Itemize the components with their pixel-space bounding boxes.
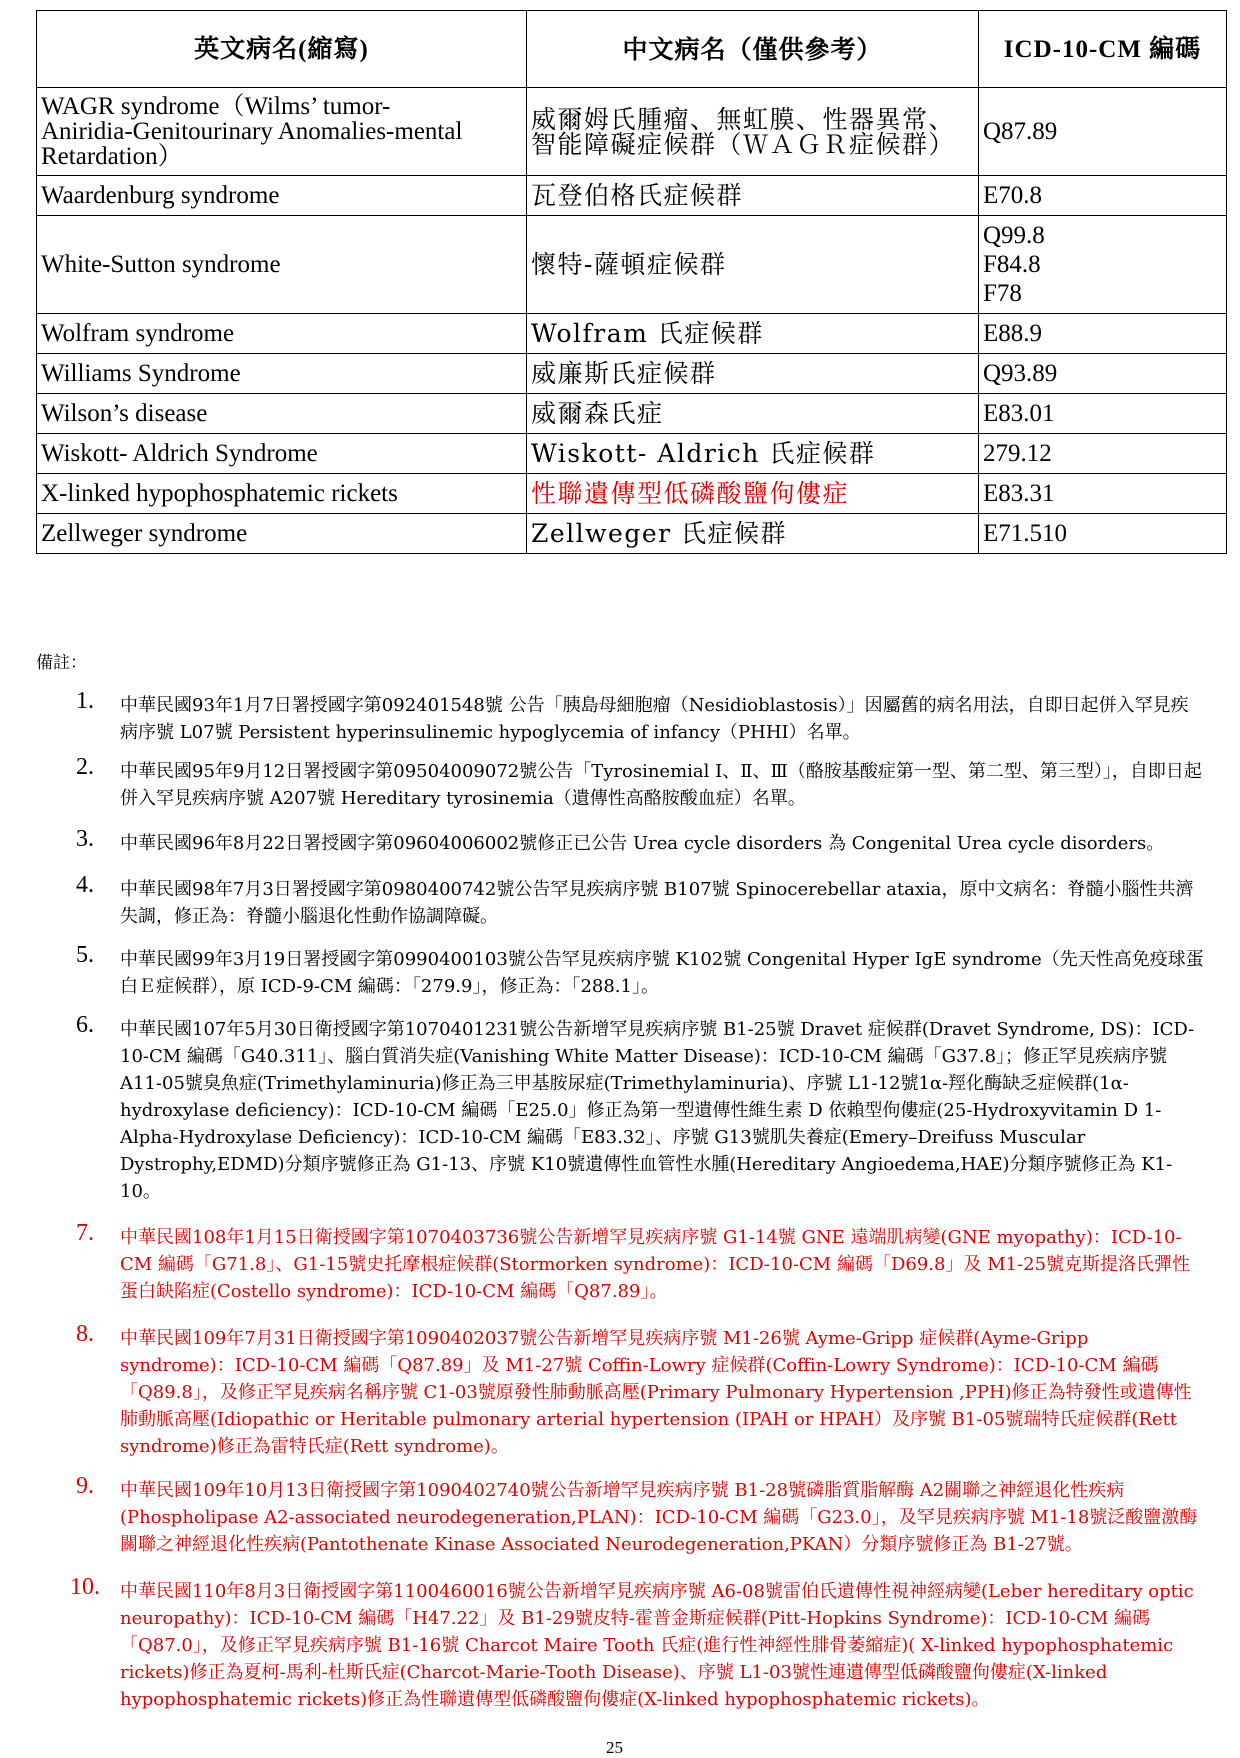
header-english-name: 英文病名(縮寫) (37, 11, 527, 88)
table-row (37, 314, 1227, 354)
chinese-name-cell (527, 216, 979, 314)
chinese-name-cell (527, 434, 979, 474)
english-name-line: Retardation） (41, 143, 183, 170)
english-name-cell (37, 176, 527, 216)
note-text: 中華民國98年7月3日署授國字第0980400742號公告罕見疾病序號 B107號 Spinocerebellar ataxia，原中文病名：脊髓小腦性共濟失調，修正為：脊髓小腦退化性動作協調障礙。 (120, 879, 1194, 927)
english-name-cell (37, 434, 527, 474)
english-name-line: WAGR syndrome（Wilms’ tumor- (41, 93, 391, 120)
chinese-name-cell (527, 394, 979, 434)
table-row (37, 216, 1227, 314)
note-text: 中華民國99年3月19日署授國字第0990400103號公告罕見疾病序號 K102號 Congenital Hyper IgE syndrome（先天性高免疫球蛋白Ｅ症候群），原 ICD-9-CM 編碼：「279.9」，修正為：「288.1」。 (120, 949, 1204, 997)
header-chinese-name: 中文病名（僅供參考） (527, 11, 979, 88)
chinese-name-line: Wiskott- Aldrich 氏症候群 (531, 439, 876, 468)
english-name-cell (37, 354, 527, 394)
english-name-line: Aniridia-Genitourinary Anomalies-mental (41, 118, 463, 145)
chinese-name-cell (527, 354, 979, 394)
icd-code: 279.12 (983, 440, 1052, 467)
icd-code-cell (979, 176, 1227, 216)
icd-code: E83.01 (983, 400, 1055, 427)
english-name-line: Zellweger syndrome (41, 520, 248, 547)
note-text: 中華民國96年8月22日署授國字第09604006002號修正已公告 Urea cycle disorders 為 Congenital Urea cycle disorders。 (120, 833, 1165, 854)
note-text: 中華民國109年7月31日衛授國字第1090402037號公告新增罕見疾病序號 M1-26號 Ayme-Gripp 症候群(Ayme-Gripp syndrome)：ICD-10-CM 編碼「Q87.89」及 M1-27號 Coffin-Lowry 症候群(Coffin-Lowry Syndrome)：ICD-10-CM 編碼「Q89.8」，及修正罕見疾病名稱序號 C1-03號原發性肺動脈高壓(Primary Pulmonary Hypertension ,PPH)修正為特發性或遺傳性肺動脈高壓(Idiopathic or Heritable pulmonary arterial hypertension (IPAH or HPAH）及序號 B1-05號瑞特氏症候群(Rett syndrome)修正為雷特氏症(Rett syndrome)。 (120, 1328, 1192, 1457)
table-row (37, 176, 1227, 216)
english-name-cell (37, 88, 527, 176)
disease-code-table (36, 10, 1227, 554)
note-text: 中華民國108年1月15日衛授國字第1070403736號公告新增罕見疾病序號 G1-14號 GNE 遠端肌病變(GNE myopathy)：ICD-10-CM 編碼「G71.8」、G1-15號史托摩根症候群(Stormorken syndrome)：ICD-10-CM 編碼「D69.8」及 M1-25號克斯提洛氏彈性蛋白缺陷症(Costello syndrome)：ICD-10-CM 編碼「Q87.89」。 (120, 1227, 1191, 1302)
table-row (37, 474, 1227, 514)
table-body (37, 88, 1227, 554)
icd-code-cell (979, 474, 1227, 514)
english-name-line: White-Sutton syndrome (41, 251, 281, 278)
icd-code-cell (979, 514, 1227, 554)
chinese-name-cell (527, 514, 979, 554)
english-name-line: X-linked hypophosphatemic rickets (41, 480, 398, 507)
english-name-cell (37, 474, 527, 514)
icd-code: Q87.89 (983, 118, 1058, 145)
table-header-row (37, 11, 1227, 88)
icd-code-cell (979, 314, 1227, 354)
chinese-name-line: Wolfram 氏症候群 (531, 319, 764, 348)
chinese-name-cell (527, 314, 979, 354)
english-name-cell (37, 314, 527, 354)
note-number: 4. (76, 872, 94, 898)
note-number: 2. (76, 754, 94, 780)
note-number: 3. (76, 826, 94, 852)
chinese-name-line: 懷特-薩頓症候群 (531, 250, 727, 279)
note-number: 9. (76, 1473, 94, 1499)
note-number: 5. (76, 942, 94, 968)
icd-code: F78 (983, 280, 1022, 307)
table-row (37, 434, 1227, 474)
chinese-name-line: 智能障礙症候群（ＷＡＧＲ症候群） (531, 129, 956, 159)
note-text: 中華民國110年8月3日衛授國字第1100460016號公告新增罕見疾病序號 A6-08號雷伯氏遺傳性視神經病變(Leber hereditary optic neuropathy)：ICD-10-CM 編碼「H47.22」及 B1-29號皮特-霍普金斯症候群(Pitt-Hopkins Syndrome)：ICD-10-CM 編碼「Q87.0」，及修正罕見疾病序號 B1-16號 Charcot Maire Tooth 氏症(進行性神經性腓骨萎縮症)( X-linked hypophosphatemic rickets)修正為夏柯-馬利-杜斯氏症(Charcot-Marie-Tooth Disease)、序號 L1-03號性連遺傳型低磷酸鹽佝僂症(X-linked hypophosphatemic rickets)修正為性聯遺傳型低磷酸鹽佝僂症(X-linked hypophosphatemic rickets)。 (120, 1581, 1194, 1710)
icd-code: E83.31 (983, 480, 1055, 507)
chinese-name-line: Zellweger 氏症候群 (531, 519, 788, 548)
icd-code-cell (979, 354, 1227, 394)
note-text: 中華民國109年10月13日衛授國字第1090402740號公告新增罕見疾病序號 B1-28號磷脂質脂解酶 A2關聯之神經退化性疾病(Phospholipase A2-associated neurodegeneration,PLAN)：ICD-10-CM 編碼「G23.0」，及罕見疾病序號 M1-18號泛酸鹽激酶關聯之神經退化性疾病(Pantothenate Kinase Associated Neurodegeneration,PKAN）分類序號修正為 B1-27號。 (120, 1480, 1198, 1555)
note-number: 7. (76, 1220, 94, 1246)
icd-code: E88.9 (983, 320, 1043, 347)
icd-code-cell (979, 394, 1227, 434)
icd-code-cell (979, 434, 1227, 474)
note-number: 1. (76, 688, 94, 714)
table-row (37, 394, 1227, 434)
icd-code: E70.8 (983, 182, 1043, 209)
english-name-line: Wiskott- Aldrich Syndrome (41, 440, 318, 467)
chinese-name-line: 威爾森氏症 (531, 399, 664, 428)
english-name-cell (37, 394, 527, 434)
icd-code: F84.8 (983, 251, 1041, 278)
icd-code-cell (979, 216, 1227, 314)
note-number: 8. (76, 1321, 94, 1347)
english-name-line: Williams Syndrome (41, 360, 241, 387)
table-row (37, 354, 1227, 394)
english-name-line: Waardenburg syndrome (41, 182, 280, 209)
note-text: 中華民國107年5月30日衛授國字第1070401231號公告新增罕見疾病序號 B1-25號 Dravet 症候群(Dravet Syndrome, DS)：ICD-10-CM 編碼「G40.311」、腦白質消失症(Vanishing White Matter Disease)：ICD-10-CM 編碼「G37.8」；修正罕見疾病序號 A11-05號臭魚症(Trimethylaminuria)修正為三甲基胺尿症(Trimethylaminuria)、序號 L1-12號1α-羥化酶缺乏症候群(1α-hydroxylase deficiency)：ICD-10-CM 編碼「E25.0」修正為第一型遺傳性維生素 D 依賴型佝僂症(25-Hydroxyvitamin D 1-Alpha-Hydroxylase Deficiency)：ICD-10-CM 編碼「E83.32」、序號 G13號肌失養症(Emery–Dreifuss Muscular Dystrophy,EDMD)分類序號修正為 G1-13、序號 K10號遺傳性血管性水腫(Hereditary Angioedema,HAE)分類序號修正為 K1-10。 (120, 1019, 1195, 1202)
chinese-name-cell (527, 176, 979, 216)
chinese-name-line: 瓦登伯格氏症候群 (531, 181, 744, 210)
table-row (37, 88, 1227, 176)
table-row (37, 514, 1227, 554)
icd-code: Q99.8 (983, 222, 1045, 249)
note-text: 中華民國95年9月12日署授國字第09504009072號公告「Tyrosinemial Ⅰ、Ⅱ、Ⅲ（酪胺基酸症第一型、第二型、第三型）」，自即日起併入罕見疾病序號 A207號 Hereditary tyrosinemia（遺傳性高酪胺酸血症）名單。 (120, 761, 1202, 809)
icd-code: E71.510 (983, 520, 1068, 547)
english-name-cell (37, 216, 527, 314)
icd-code: Q93.89 (983, 360, 1058, 387)
note-number: 10. (70, 1574, 100, 1600)
chinese-name-line: 威廉斯氏症候群 (531, 359, 717, 388)
note-number: 6. (76, 1012, 94, 1038)
header-icd-code: ICD-10-CM 編碼 (979, 11, 1227, 88)
notes-title: 備註： (36, 653, 87, 673)
english-name-line: Wolfram syndrome (41, 320, 235, 347)
page-number: 25 (606, 1738, 623, 1757)
english-name-cell (37, 514, 527, 554)
chinese-name-cell (527, 88, 979, 176)
chinese-name-cell (527, 474, 979, 514)
note-text: 中華民國93年1月7日署授國字第092401548號 公告「胰島母細胞瘤（Nesidioblastosis）」因屬舊的病名用法，自即日起併入罕見疾病序號 L07號 Persistent hyperinsulinemic hypoglycemia of infancy（PHHI）名單。 (120, 695, 1189, 743)
icd-code-cell (979, 88, 1227, 176)
english-name-line: Wilson’s disease (41, 400, 208, 427)
chinese-name-line: 威爾姆氏腫瘤、無虹膜、性器異常、 (531, 104, 956, 134)
chinese-name-line: 性聯遺傳型低磷酸鹽佝僂症 (531, 479, 850, 508)
